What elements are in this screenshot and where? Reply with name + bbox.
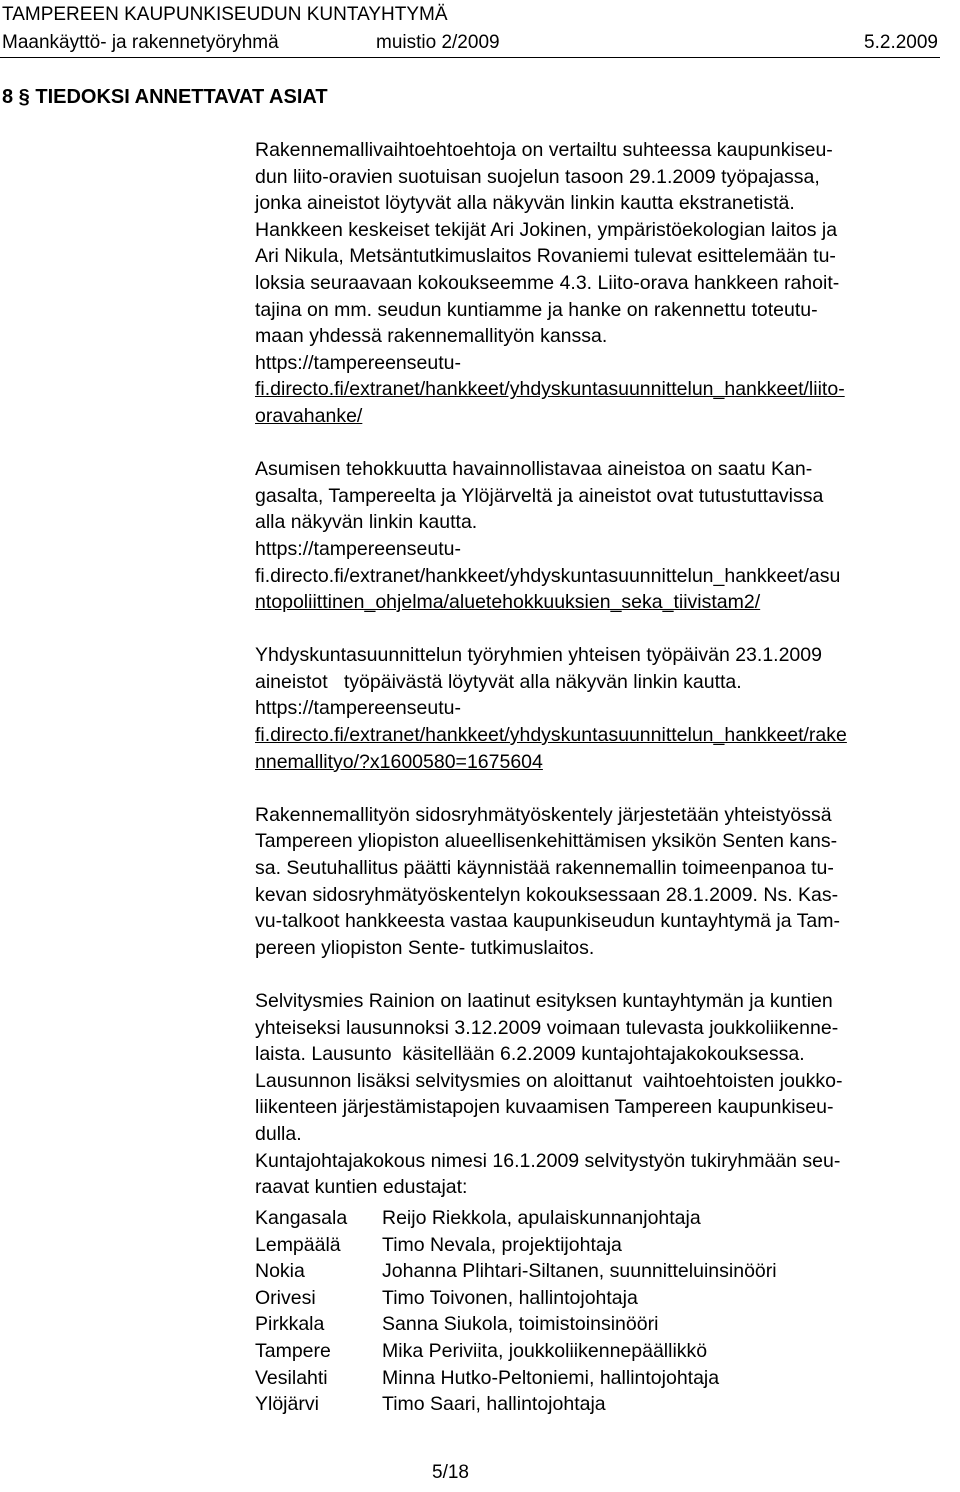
municipality-name: Tampere bbox=[255, 1339, 331, 1362]
asumisen-tehokkuus-link-part-3[interactable]: ntopoliittinen_ohjelma/aluetehokkuuksien_seka_tiivistam2/ bbox=[255, 591, 761, 614]
text-line: sa. Seutuhallitus päätti käynnistää rakennemallin toimeenpanoa tu- bbox=[255, 857, 834, 880]
text-line: Selvitysmies Rainion on laatinut esityksen kuntayhtymän ja kuntien bbox=[255, 990, 833, 1012]
text-line: Lausunnon lisäksi selvitysmies on aloittanut vaihtoehtoisten joukko- bbox=[255, 1069, 843, 1092]
text-line: aineistot työpäivästä löytyvät alla näkyvän linkin kautta. bbox=[255, 670, 742, 693]
text-line: Ari Nikula, Metsäntutkimuslaitos Rovaniemi tulevat esittelemään tu- bbox=[255, 245, 836, 268]
asumisen-tehokkuus-link-part-2[interactable]: fi.directo.fi/extranet/hankkeet/yhdyskuntasuunnittelun_hankkeet/asu bbox=[255, 564, 841, 587]
rakennemallityo-link-part-1[interactable]: https://tampereenseutu- bbox=[255, 697, 461, 720]
municipality-name: Nokia bbox=[255, 1260, 305, 1283]
header-rule bbox=[0, 57, 940, 58]
page-number: 5/18 bbox=[432, 1462, 469, 1483]
text-line: liikenteen järjestämistapojen kuvaamisen Tampereen kaupunkiseu- bbox=[255, 1096, 834, 1119]
text-line: dun liito-oravien suotuisan suojelun tasoon 29.1.2009 työpajassa, bbox=[255, 165, 820, 188]
text-line: tajina on mm. seudun kuntiamme ja hanke on rakennettu toteutu- bbox=[255, 298, 818, 321]
text-line: yhteiseksi lausunnoksi 3.12.2009 voimaan tulevasta joukkoliikenne- bbox=[255, 1016, 839, 1039]
representative-name: Minna Hutko-Peltoniemi, hallintojohtaja bbox=[382, 1366, 720, 1389]
text-line: dulla. bbox=[255, 1122, 302, 1145]
memo-date: 5.2.2009 bbox=[864, 32, 938, 53]
municipality-name: Orivesi bbox=[255, 1286, 316, 1309]
representative-name: Timo Nevala, projektijohtaja bbox=[382, 1233, 622, 1256]
text-line: gasalta, Tampereelta ja Ylöjärveltä ja aineistot ovat tutustuttavissa bbox=[255, 484, 824, 507]
text-line: Rakennemallivaihtoehtoehtoja on vertailtu suhteessa kaupunkiseu- bbox=[255, 139, 833, 161]
text-line: Rakennemallityön sidosryhmätyöskentely järjestetään yhteistyössä bbox=[255, 803, 832, 826]
text-line: alla näkyvän linkin kautta. bbox=[255, 511, 478, 534]
liito-orava-link-part-3[interactable]: oravahanke/ bbox=[255, 404, 363, 427]
working-group-name: Maankäyttö- ja rakennetyöryhmä bbox=[2, 32, 279, 53]
liito-orava-link-part-1[interactable]: https://tampereenseutu- bbox=[255, 351, 461, 374]
text-line: raavat kuntien edustajat: bbox=[255, 1176, 468, 1199]
text-line: Kuntajohtajakokous nimesi 16.1.2009 selvitystyön tukiryhmään seu- bbox=[255, 1149, 841, 1172]
municipality-name: Pirkkala bbox=[255, 1313, 325, 1336]
representative-name: Timo Toivonen, hallintojohtaja bbox=[382, 1286, 638, 1309]
text-line: Hankkeen keskeiset tekijät Ari Jokinen, ympäristöekologian laitos ja bbox=[255, 218, 838, 241]
representative-name: Sanna Siukola, toimistoinsinööri bbox=[382, 1313, 659, 1336]
municipality-name: Ylöjärvi bbox=[255, 1393, 319, 1416]
municipality-name: Vesilahti bbox=[255, 1366, 328, 1389]
representative-name: Johanna Plihtari-Siltanen, suunnitteluinsinööri bbox=[382, 1260, 777, 1283]
body-text bbox=[255, 137, 955, 1201]
representative-name: Reijo Riekkola, apulaiskunnanjohtaja bbox=[382, 1207, 701, 1229]
municipality-name: Lempäälä bbox=[255, 1233, 341, 1256]
memo-number: muistio 2/2009 bbox=[376, 32, 500, 53]
asumisen-tehokkuus-link-part-1[interactable]: https://tampereenseutu- bbox=[255, 537, 461, 560]
organization-header: TAMPEREEN KAUPUNKISEUDUN KUNTAYHTYMÄ bbox=[2, 4, 448, 25]
text-line: vu-talkoot hankkeesta vastaa kaupunkiseudun kuntayhtymä ja Tam- bbox=[255, 910, 840, 933]
text-line: Yhdyskuntasuunnittelun työryhmien yhteisen työpäivän 23.1.2009 bbox=[255, 644, 822, 667]
liito-orava-link-part-2[interactable]: fi.directo.fi/extranet/hankkeet/yhdyskuntasuunnittelun_hankkeet/liito- bbox=[255, 378, 845, 401]
rakennemallityo-link-part-3[interactable]: nnemallityo/?x1600580=1675604 bbox=[255, 750, 543, 773]
section-title: 8 § TIEDOKSI ANNETTAVAT ASIAT bbox=[2, 86, 328, 108]
text-line: kevan sidosryhmätyöskentelyn kokouksessaan 28.1.2009. Ns. Kas- bbox=[255, 883, 839, 906]
text-line: Asumisen tehokkuutta havainnollistavaa aineistoa on saatu Kan- bbox=[255, 458, 813, 481]
text-line: jonka aineistot löytyvät alla näkyvän linkin kautta ekstranetistä. bbox=[255, 192, 795, 215]
text-line: laista. Lausunto käsitellään 6.2.2009 kuntajohtajakokouksessa. bbox=[255, 1043, 805, 1066]
representative-name: Mika Periviita, joukkoliikennepäällikkö bbox=[382, 1339, 708, 1362]
municipality-name: Kangasala bbox=[255, 1207, 348, 1229]
text-line: loksia seuraavaan kokoukseemme 4.3. Liito-orava hankkeen rahoit- bbox=[255, 271, 840, 294]
representative-name: Timo Saari, hallintojohtaja bbox=[382, 1393, 606, 1416]
text-line: maan yhdessä rakennemallityön kanssa. bbox=[255, 325, 608, 348]
text-line: pereen yliopiston Sente- tutkimuslaitos. bbox=[255, 936, 595, 959]
text-line: Tampereen yliopiston alueellisenkehittämisen yksikön Senten kans- bbox=[255, 830, 838, 853]
rakennemallityo-link-part-2[interactable]: fi.directo.fi/extranet/hankkeet/yhdyskuntasuunnittelun_hankkeet/rake bbox=[255, 724, 847, 747]
header-subline bbox=[2, 32, 938, 54]
